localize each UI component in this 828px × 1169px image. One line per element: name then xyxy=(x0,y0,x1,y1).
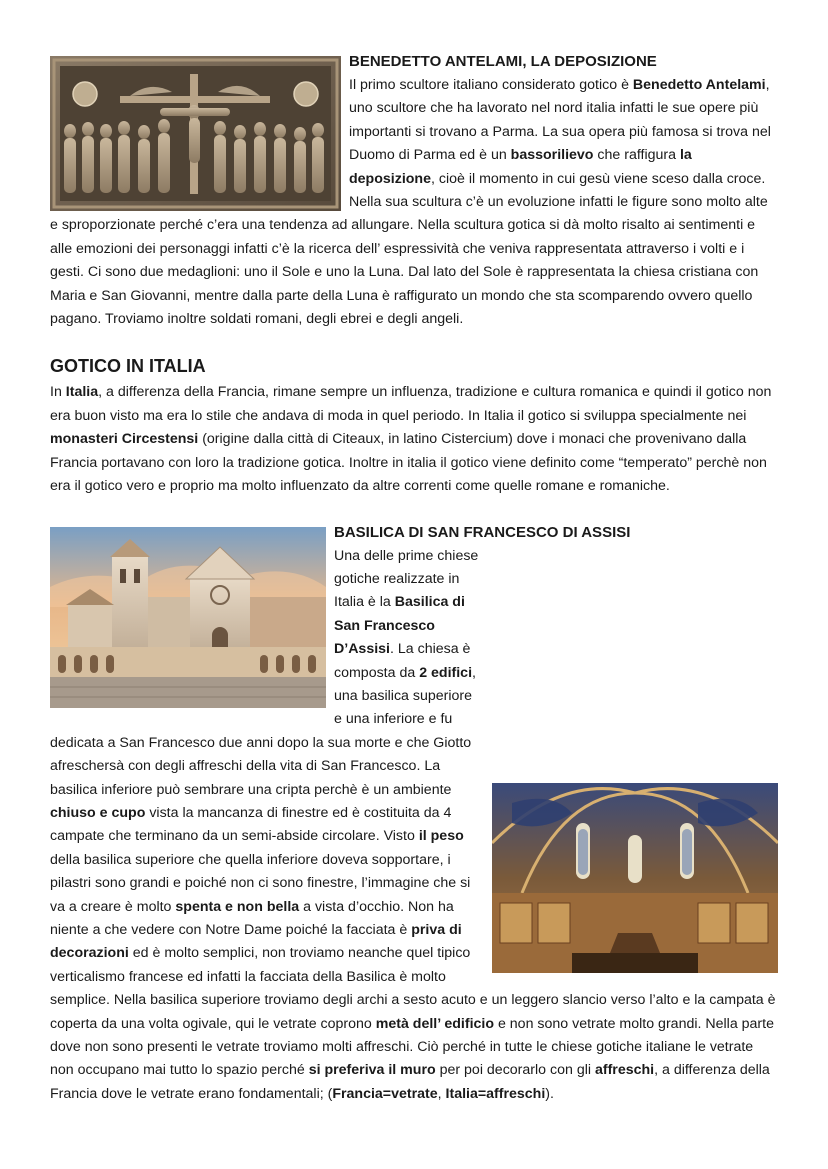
deposizione-relief-image xyxy=(50,56,341,211)
text-run: , una basilica superiore e una inferiore e fu dedicata a San Francesco due anni dopo la sua morte e che Giotto afreschersà con degli affreschi della vita di San Francesco. La basilica inferiore può sembrare una cripta perchè è un ambiente xyxy=(50,664,476,798)
text-run: Una delle prime chiese gotiche realizzate in Italia è la xyxy=(334,547,479,611)
bold-text-run: metà dell’ edificio xyxy=(375,1015,495,1032)
text-run: della basilica superiore che quella inferiore doveva sopportare, i pilastri sono grandi e poiché non ci sono finestre, l’immagine che si va a creare è molto xyxy=(50,851,471,915)
text-run: , a differenza della Francia, rimane sempre un influenza, tradizione e cultura romanica e quindi il gotico non era buon visto ma era lo stile che andava di moda in quel periodo. In Italia il gotico si sviluppa specialmente nei xyxy=(50,384,772,424)
text-run: vista la mancanza di finestre ed è costituita da 4 campate che terminano da un semi-abside circolare. Visto xyxy=(50,804,452,845)
text-run: a vista d’occhio. Non ha niente a che vedere con Notre Dame poiché la facciata è xyxy=(50,898,454,938)
bold-text-run: il peso xyxy=(418,828,464,845)
bold-text-run: Benedetto Antelami xyxy=(632,77,766,93)
bold-text-run: priva di decorazioni xyxy=(50,922,462,962)
document-page xyxy=(50,50,778,1106)
text-run: ed è molto semplici, non troviamo neanche quel tipico verticalismo francese ed infatti la facciata della Basilica è molto semplice. Nella basilica superiore troviamo degli archi a sesto acuto e un leggero slancio verso l’alto e la campata è coperta da una volta ogivale, qui le vetrate coprono xyxy=(50,945,776,1032)
text-run: e non sono vetrate molto grandi. Nella parte dove non sono presenti le vetrate troviamo molti affreschi. Ciò perché in tutte le chiese gotiche italiane le vetrate non occupano mai tutto lo spazio perché xyxy=(50,1015,774,1079)
basilica-interior-image xyxy=(492,783,778,973)
text-run: , xyxy=(437,1085,446,1102)
section-gotico-italia xyxy=(50,353,778,498)
text-run: Il primo scultore italiano considerato gotico è xyxy=(349,77,633,93)
bold-text-run: Basilica di San Francesco D’Assisi xyxy=(334,594,465,658)
text-run: , cioè il momento in cui gesù viene sceso dalla croce. Nella sua scultura c’è un evoluzione infatti le figure sono molto alte e sproporzionate perché c’era una tendenza ad allungare. Nella scultura gotica si dà molto risalto ai sentimenti e alle emozioni dei personaggi infatti c’è la ricerca dell’ espressività che veniva rappresentata attraverso i volti e i gesti. Ci sono due medaglioni: uno il Sole e uno la Luna. Dal lato del Sole è rappresentata la chiesa cristiana con Maria e San Giovanni, mentre dalla parte della Luna è raffigurato un mondo che sta scomparendo ovvero quello pagano. Troviamo inoltre soldati romani, degli ebrei e degli angeli. xyxy=(50,170,768,328)
text-run: che raffigura xyxy=(593,147,680,164)
bold-text-run: spenta e non bella xyxy=(175,898,300,915)
bold-text-run: affreschi xyxy=(594,1062,655,1079)
bold-text-run: si preferiva il muro xyxy=(308,1062,436,1079)
text-run: In xyxy=(50,384,66,401)
bold-text-run: 2 edifici xyxy=(419,664,473,681)
text-run: per poi decorarlo con gli xyxy=(435,1062,595,1079)
bold-text-run: Francia=vetrate xyxy=(332,1085,438,1102)
bold-text-run: Italia=affreschi xyxy=(445,1085,546,1102)
text-run: ). xyxy=(545,1085,554,1102)
bold-text-run: monasteri Circestensi xyxy=(50,431,199,448)
text-run: . La chiesa è composta da xyxy=(334,641,471,681)
section-title-gotico-italia: GOTICO IN ITALIA xyxy=(50,356,206,377)
section-basilica-assisi xyxy=(50,521,778,1107)
bold-text-run: chiuso e cupo xyxy=(50,804,146,821)
text-run: (origine dalla città di Citeaux, in latino Cistercium) dove i monaci che provenivano dalla Francia portavano con loro la tradizione gotica. Inoltre in italia il gotico viene definito come “temperato” perchè non era il gotico vero e proprio ma molto influenzato da altre correnti come quelle romane e romaniche. xyxy=(50,431,767,495)
basilica-exterior-image xyxy=(50,527,326,708)
text-run: , a differenza della Francia dove le vetrate erano fondamentali; ( xyxy=(50,1062,770,1102)
bold-text-run: Italia xyxy=(65,384,99,401)
bold-text-run: bassorilievo xyxy=(510,147,594,164)
text-run: , uno scultore che ha lavorato nel nord italia infatti le sue opere più importanti si trovano a Parma. La sua opera più famosa si trova nel Duomo di Parma ed è un xyxy=(349,77,771,164)
section-deposizione xyxy=(50,50,778,331)
bold-text-run: la deposizione xyxy=(349,147,692,187)
section-title-basilica-assisi: BASILICA DI SAN FRANCESCO DI ASSISI xyxy=(334,523,631,541)
section-title-deposizione: BENEDETTO ANTELAMI, LA DEPOSIZIONE xyxy=(349,53,657,70)
section-text-gotico-italia xyxy=(50,381,778,498)
